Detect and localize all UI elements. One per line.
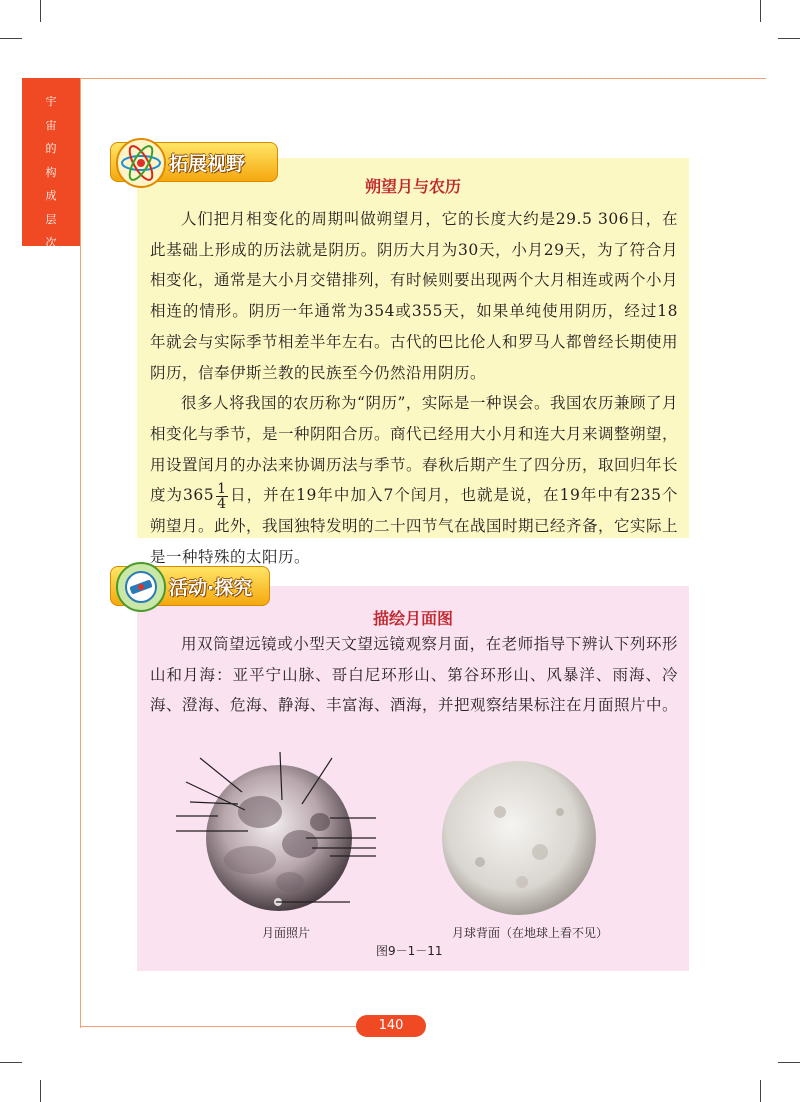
moon-far-side-image bbox=[442, 761, 596, 915]
section-title: 朔望月与农历 bbox=[364, 177, 461, 196]
chapter-char: 层 bbox=[45, 212, 57, 226]
section-body bbox=[150, 204, 678, 572]
moon-figure bbox=[150, 752, 680, 962]
caption-near-side: 月面照片 bbox=[262, 926, 311, 940]
crop-mark bbox=[0, 1062, 22, 1063]
badge-label: 拓展视野 bbox=[169, 152, 246, 175]
crop-mark bbox=[778, 1062, 800, 1063]
figure-number: 图9－1－11 bbox=[376, 944, 443, 958]
paragraph: 人们把月相变化的周期叫做朔望月，它的长度大约是29.5 306日，在此基础上形成的历法就是阴历。阴历大月为30天，小月29天，为了符合月相变化，通常是大小月交错排列，有时候则要出现两个大月相连或两个小月相连的情形。阴历一年通常为354或355天，如果单纯使用阴历，经过18年就会与实际季节相差半年左右。古代的巴比伦人和罗马人都曾经长期使用阴历，信奉伊斯兰教的民族至今仍然沿用阴历。 bbox=[150, 210, 679, 382]
crop-mark bbox=[760, 0, 761, 22]
badge-label: 活动·探究 bbox=[169, 576, 253, 599]
crop-mark bbox=[40, 1080, 41, 1102]
crop-mark bbox=[40, 0, 41, 22]
top-rule bbox=[80, 78, 766, 79]
fraction-denominator: 4 bbox=[217, 495, 227, 512]
fraction-numerator: 1 bbox=[217, 480, 227, 497]
margin-rule bbox=[80, 78, 81, 1028]
fraction bbox=[216, 482, 227, 511]
crop-mark bbox=[760, 1080, 761, 1102]
page-number: 140 bbox=[356, 1015, 426, 1037]
chapter-side-tab bbox=[22, 78, 80, 249]
chapter-char: 次 bbox=[45, 236, 57, 249]
paragraph bbox=[150, 388, 678, 572]
crop-mark bbox=[778, 38, 800, 39]
paragraph-text: 日，并在19年中加入7个闰月，也就是说，在19年中有235个朔望月。此外，我国独特发明的二十四节气在战国时期已经齐备，它实际上是一种特殊的太阳历。 bbox=[150, 486, 679, 566]
chapter-char: 成 bbox=[45, 189, 57, 202]
chapter-char: 构 bbox=[45, 165, 57, 179]
paragraph: 用双筒望远镜或小型天文望远镜观察月面，在老师指导下辨认下列环形山和月海：亚平宁山脉、哥白尼环形山、第谷环形山、风暴洋、雨海、冷海、澄海、危海、静海、丰富海、酒海，并把观察结果标注在月面照片中。 bbox=[150, 635, 679, 715]
paragraph-text: 很多人将我国的农历称为“阴历”，实际是一种误会。我国农历兼顾了月相变化与季节，是一种阴阳合历。商代已经用大小月和连大月来调整朔望，用设置闰月的办法来协调历法与季节。春秋后期产生了四分历，取回归年长度为365 bbox=[150, 394, 679, 505]
section-body bbox=[150, 629, 678, 721]
chapter-char: 宇 bbox=[45, 95, 57, 108]
caption-far-side: 月球背面（在地球上看不见） bbox=[452, 926, 609, 940]
chapter-char: 宙 bbox=[45, 118, 57, 132]
section-title: 描绘月面图 bbox=[372, 609, 453, 628]
crop-mark bbox=[0, 38, 22, 39]
chapter-char: 的 bbox=[45, 142, 57, 155]
section-badge-activity bbox=[110, 566, 270, 606]
